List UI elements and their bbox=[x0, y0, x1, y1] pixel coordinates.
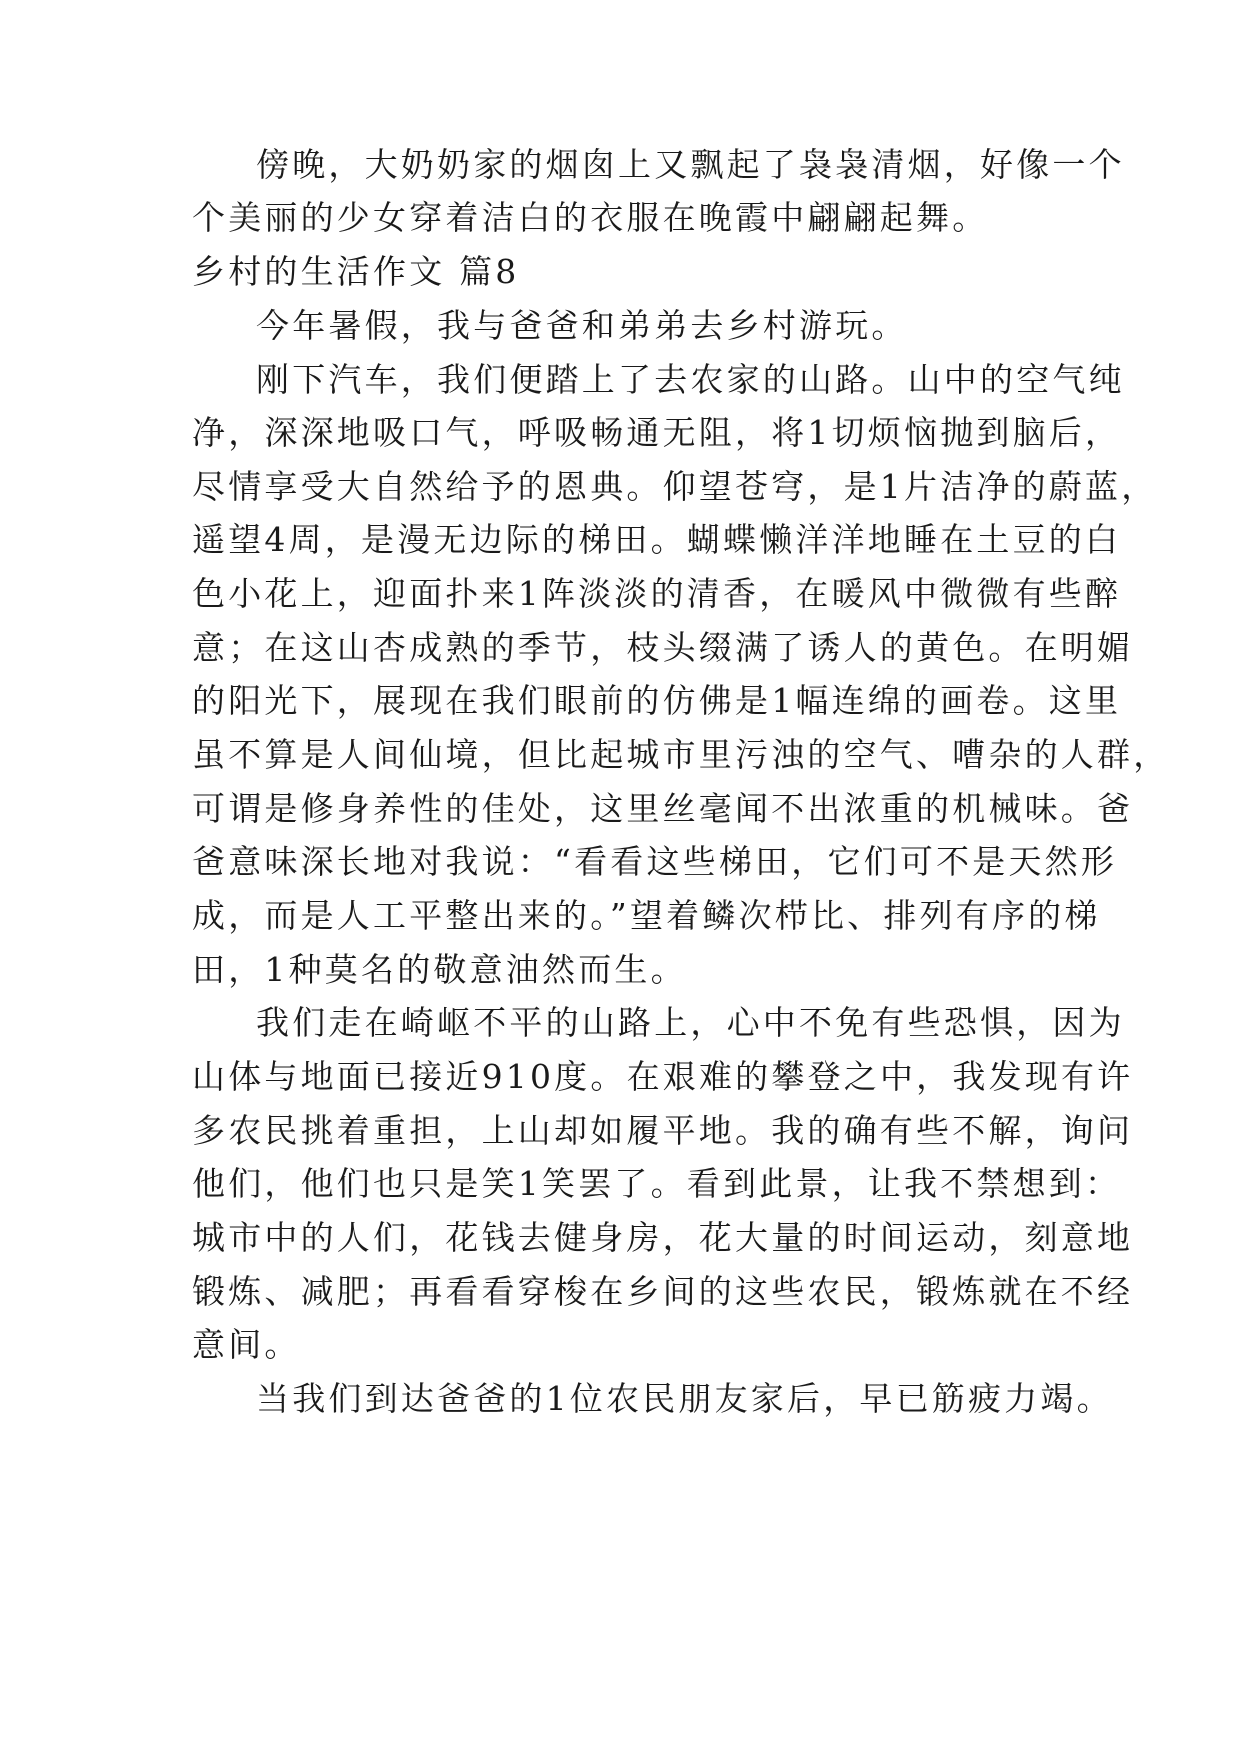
paragraph-line: 成，而是人工平整出来的。”望着鳞次栉比、排列有序的梯 bbox=[192, 896, 1101, 935]
paragraph-line: 当我们到达爸爸的1位农民朋友家后，早已筋疲力竭。 bbox=[256, 1379, 1113, 1418]
paragraph-line: 遥望4周，是漫无边际的梯田。蝴蝶懒洋洋地睡在土豆的白 bbox=[192, 520, 1122, 559]
paragraph-line: 我们走在崎岖不平的山路上，心中不免有些恐惧，因为 bbox=[256, 1003, 1125, 1042]
paragraph-line: 色小花上，迎面扑来1阵淡淡的清香，在暖风中微微有些醉 bbox=[192, 574, 1122, 613]
paragraph-line: 虽不算是人间仙境，但比起城市里污浊的空气、嘈杂的人群， bbox=[192, 735, 1170, 774]
paragraph-line: 尽情享受大自然给予的恩典。仰望苍穹，是1片洁净的蔚蓝， bbox=[192, 467, 1158, 506]
paragraph-line: 个美丽的少女穿着洁白的衣服在晚霞中翩翩起舞。 bbox=[192, 198, 989, 237]
paragraph-line: 意间。 bbox=[192, 1325, 301, 1364]
paragraph-line: 爸意味深长地对我说：“看看这些梯田，它们可不是天然形 bbox=[192, 842, 1118, 881]
paragraph-line: 锻炼、减肥；再看看穿梭在乡间的这些农民，锻炼就在不经 bbox=[192, 1272, 1134, 1311]
paragraph-line: 意；在这山杏成熟的季节，枝头缀满了诱人的黄色。在明媚 bbox=[192, 628, 1134, 667]
paragraph-line: 今年暑假，我与爸爸和弟弟去乡村游玩。 bbox=[256, 306, 908, 345]
paragraph-line: 可谓是修身养性的佳处，这里丝毫闻不出浓重的机械味。爸 bbox=[192, 789, 1134, 828]
paragraph-line: 田，1种莫名的敬意油然而生。 bbox=[192, 950, 687, 989]
paragraph-line: 的阳光下，展现在我们眼前的仿佛是1幅连绵的画卷。这里 bbox=[192, 681, 1122, 720]
paragraph-line: 山体与地面已接近910度。在艰难的攀登之中，我发现有许 bbox=[192, 1057, 1134, 1096]
paragraph-line: 城市中的人们，花钱去健身房，花大量的时间运动，刻意地 bbox=[192, 1218, 1134, 1257]
section-heading: 乡村的生活作文 篇8 bbox=[192, 252, 520, 291]
paragraph-line: 净，深深地吸口气，呼吸畅通无阻，将1切烦恼抛到脑后， bbox=[192, 413, 1122, 452]
paragraph-line: 他们，他们也只是笑1笑罢了。看到此景，让我不禁想到： bbox=[192, 1164, 1122, 1203]
paragraph-line: 刚下汽车，我们便踏上了去农家的山路。山中的空气纯 bbox=[256, 360, 1125, 399]
paragraph-line: 傍晚，大奶奶家的烟囱上又飘起了袅袅清烟，好像一个 bbox=[256, 145, 1125, 184]
paragraph-line: 多农民挑着重担，上山却如履平地。我的确有些不解，询问 bbox=[192, 1111, 1134, 1150]
